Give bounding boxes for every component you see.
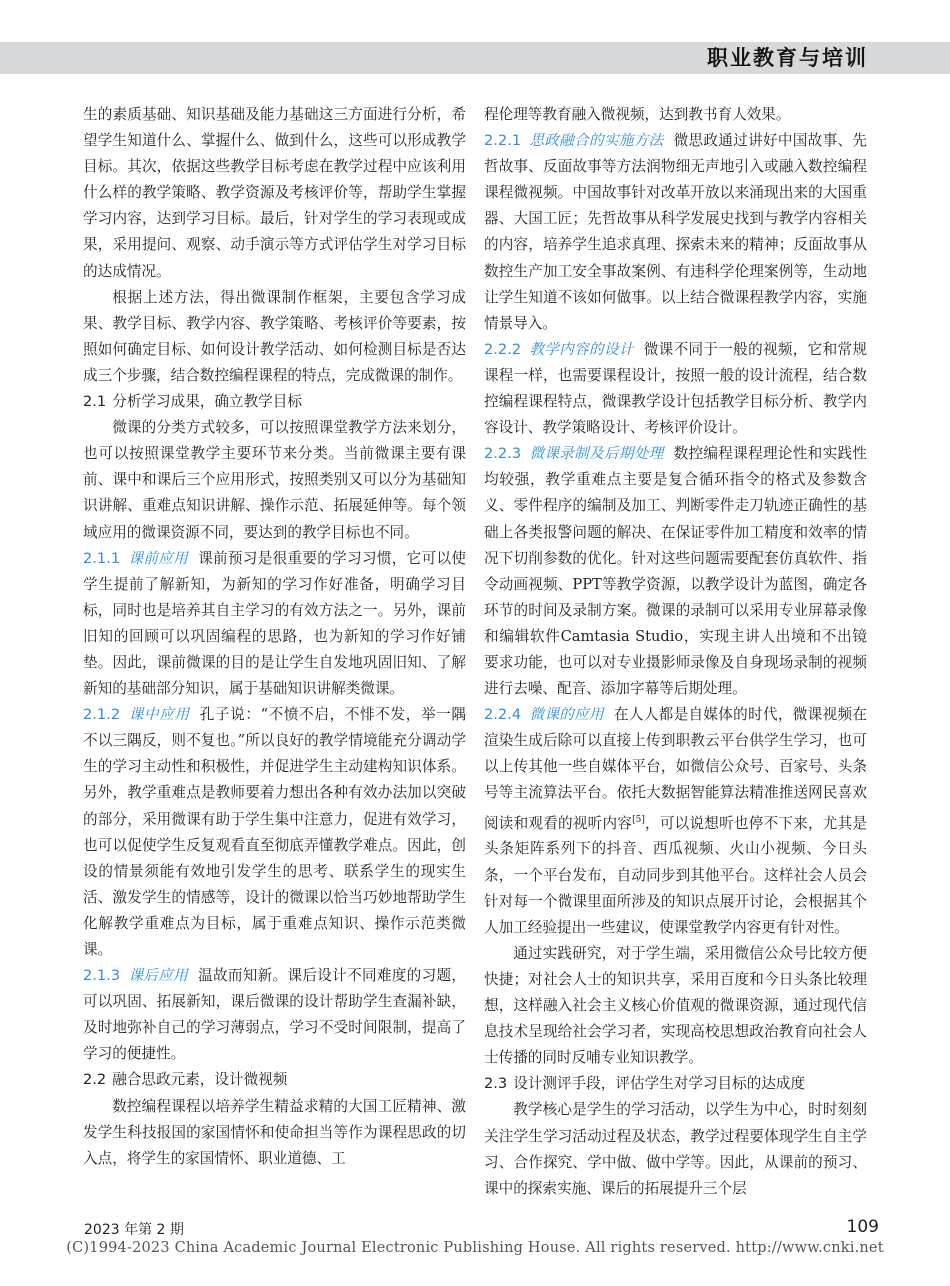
- citation-ref: [5]: [632, 814, 645, 825]
- section-number: 2.3: [484, 1075, 508, 1093]
- paragraph: 数控编程课程以培养学生精益求精的大国工匠精神、激发学生科技报国的家国情怀和使命担当等作为课程思政的切入点，将学生的家国情怀、职业道德、工: [83, 1097, 466, 1167]
- section-number: 2.1: [83, 393, 107, 411]
- section-number: 2.2: [83, 1071, 107, 1089]
- subsection-text: 课前预习是很重要的学习习惯，它可以使学生提前了解新知，为新知的学习作好准备，明确学习目标，同时也是培养其自主学习的有效方法之一。另外，课前旧知的回顾可以巩固编程的思路，也为新知的学习作好铺垫。因此，课前微课的目的是让学生自发地巩固旧知、了解新知的基础部分知识，属于基础知识讲解类微课。: [83, 549, 466, 698]
- left-column: [83, 102, 466, 1172]
- subsection-2-2-4: [484, 702, 867, 941]
- paragraph: 根据上述方法，得出微课制作框架，主要包含学习成果、教学目标、教学内容、教学策略、考核评价等要素，按照如何确定目标、如何设计教学活动、如何检测目标是否达成三个步骤，结合数控编程课程的特点，完成微课的制作。: [83, 288, 466, 384]
- subsection-number: 2.2.2: [484, 340, 522, 358]
- journal-section-title: 职业教育与培训: [707, 46, 868, 70]
- subsection-text: 孔子说：“不愤不启，不悱不发，举一隅不以三隅反，则不复也。”所以良好的教学情境能充分调动学生的学习主动性和积极性，并促进学生主动建构知识体系。另外，教学重难点是教师要着力想出各种有效办法加以突破的部分，采用微课有助于学生集中注意力，促进有效学习，也可以促使学生反复观看直至彻底弄懂教学难点。因此，创设的情景须能有效地引发学生的思考、联系学生的现实生活、激发学生的情感等，设计的微课以恰当巧妙地帮助学生化解教学重难点为目标，属于重难点知识、操作示范类微课。: [83, 706, 466, 958]
- right-column: [484, 102, 867, 1202]
- subsection-number: 2.1.1: [83, 549, 121, 567]
- subsection-text: 微思政通过讲好中国故事、先哲故事、反面故事等方法润物细无声地引入或融入数控编程课程微视频。中国故事针对改革开放以来涌现出来的大国重器、大国工匠；先哲故事从科学发展史找到与教学内容相关的内容，培养学生追求真理、探索未来的精神；反面故事从数控生产加工安全事故案例、有违科学伦理案例等，生动地让学生知道不该如何做事。以上结合微课程教学内容，实施情景导入。: [484, 132, 867, 332]
- section-title: 融合思政元素，设计微视频: [112, 1071, 288, 1089]
- section-heading-2-1: [83, 389, 466, 415]
- section-heading-2-3: [484, 1071, 867, 1097]
- section-title: 设计测评手段，评估学生对学习目标的达成度: [513, 1075, 806, 1093]
- subsection-title: 微课的应用: [529, 706, 604, 724]
- subsection-text: 温故而知新。课后设计不同难度的习题，可以巩固、拓展新知，课后微课的设计帮助学生查漏补缺，及时地弥补自己的学习薄弱点，学习不受时间限制，提高了学习的便捷性。: [83, 967, 466, 1063]
- subsection-2-1-3: [83, 963, 466, 1067]
- subsection-title: 教学内容的设计: [529, 340, 634, 358]
- subsection-text-cont: ，可以说想听也停不下来，尤其是头条矩阵系列下的抖音、西瓜视频、火山小视频、今日头条，一个平台发布，自动同步到其他平台。这样社会人员会针对每一个微课里面所涉及的知识点展开讨论，会根据其个人加工经验提出一些建议，使课堂教学内容更有针对性。: [484, 814, 867, 936]
- subsection-number: 2.1.2: [83, 706, 121, 724]
- copyright-notice: (C)1994-2023 China Academic Journal Electronic Publishing House. All rights reserved. http://www.cnki.net: [66, 1240, 884, 1256]
- subsection-title: 课前应用: [128, 549, 189, 567]
- subsection-2-2-3: [484, 441, 867, 702]
- subsection-title: 思政融合的实施方法: [529, 132, 664, 150]
- subsection-number: 2.1.3: [83, 967, 121, 985]
- subsection-number: 2.2.3: [484, 445, 522, 463]
- issue-label: 2023 年第 2 期: [84, 1222, 184, 1238]
- paragraph: 生的素质基础、知识基础及能力基础这三方面进行分析，希望学生知道什么、掌握什么、做到什么，这些可以形成教学目标。其次，依据这些教学目标考虑在教学过程中应该利用什么样的教学策略、教学资源及考核评价等，帮助学生掌握学习内容，达到学习目标。最后，针对学生的学习表现或成果，采用提问、观察、动手演示等方式评估学生对学习目标的达成情况。: [83, 106, 466, 280]
- paragraph: 微课的分类方式较多，可以按照课堂教学方法来划分，也可以按照课堂教学主要环节来分类。当前微课主要有课前、课中和课后三个应用形式，按照类别又可以分为基础知识讲解、重难点知识讲解、操作示范、拓展延伸等。每个领域应用的微课资源不同，要达到的教学目标也不同。: [83, 419, 466, 541]
- subsection-2-1-1: [83, 546, 466, 703]
- paragraph: 通过实践研究，对于学生端，采用微信公众号比较方便快捷；对社会人士的知识共享，采用百度和今日头条比较理想，这样融入社会主义核心价值观的微课资源，通过现代信息技术呈现给社会学习者，实现高校思想政治教育向社会人士传播的同时反哺专业知识教学。: [484, 944, 867, 1067]
- subsection-title: 微课录制及后期处理: [529, 445, 664, 463]
- subsection-text: 微课不同于一般的视频，它和常规课程一样，也需要课程设计，按照一般的设计流程，结合数控编程课程特点，微课教学设计包括教学目标分析、教学内容设计、教学策略设计、考核评价设计。: [484, 340, 867, 437]
- section-title: 分析学习成果，确立教学目标: [112, 393, 302, 411]
- subsection-2-2-1: [484, 128, 867, 337]
- subsection-number: 2.2.1: [484, 132, 522, 150]
- paragraph: 教学核心是学生的学习活动，以学生为中心，时时刻刻关注学生学习活动过程及状态，教学过程要体现学生自主学习、合作探究、学中做、做中学等。因此，从课前的预习、课中的探索实施、课后的拓展提升三个层: [484, 1101, 867, 1197]
- subsection-number: 2.2.4: [484, 706, 522, 724]
- section-heading-2-2: [83, 1067, 466, 1093]
- subsection-text: 数控编程课程理论性和实践性均较强，教学重难点主要是复合循环指令的格式及参数含义、零件程序的编制及加工、判断零件走刀轨迹正确性的基础上各类报警问题的解决、在保证零件加工精度和效率的情况下切削参数的优化。针对这些问题需要配套仿真软件、指令动画视频、PPT等教学资源，以教学设计为蓝图，确定各环节的时间及录制方案。微课的录制可以采用专业屏幕录像和编辑软件Camtasia Studio，实现主讲人出境和不出镜要求功能，也可以对专业摄影师录像及自身现场录制的视频进行去噪、配音、添加字幕等后期处理。: [484, 445, 867, 698]
- subsection-text: 在人人都是自媒体的时代，微课视频在渲染生成后除可以直接上传到职教云平台供学生学习，也可以上传其他一些自媒体平台，如微信公众号、百家号、头条号等主流算法平台。依托大数据智能算法精准推送网民喜欢阅读和观看的视听内容: [484, 706, 867, 832]
- paragraph: 程伦理等教育融入微视频，达到教书育人效果。: [484, 106, 791, 123]
- subsection-2-2-2: [484, 337, 867, 441]
- page-number: 109: [846, 1217, 879, 1237]
- subsection-title: 课中应用: [128, 706, 190, 724]
- subsection-2-1-2: [83, 702, 466, 963]
- subsection-title: 课后应用: [128, 967, 189, 985]
